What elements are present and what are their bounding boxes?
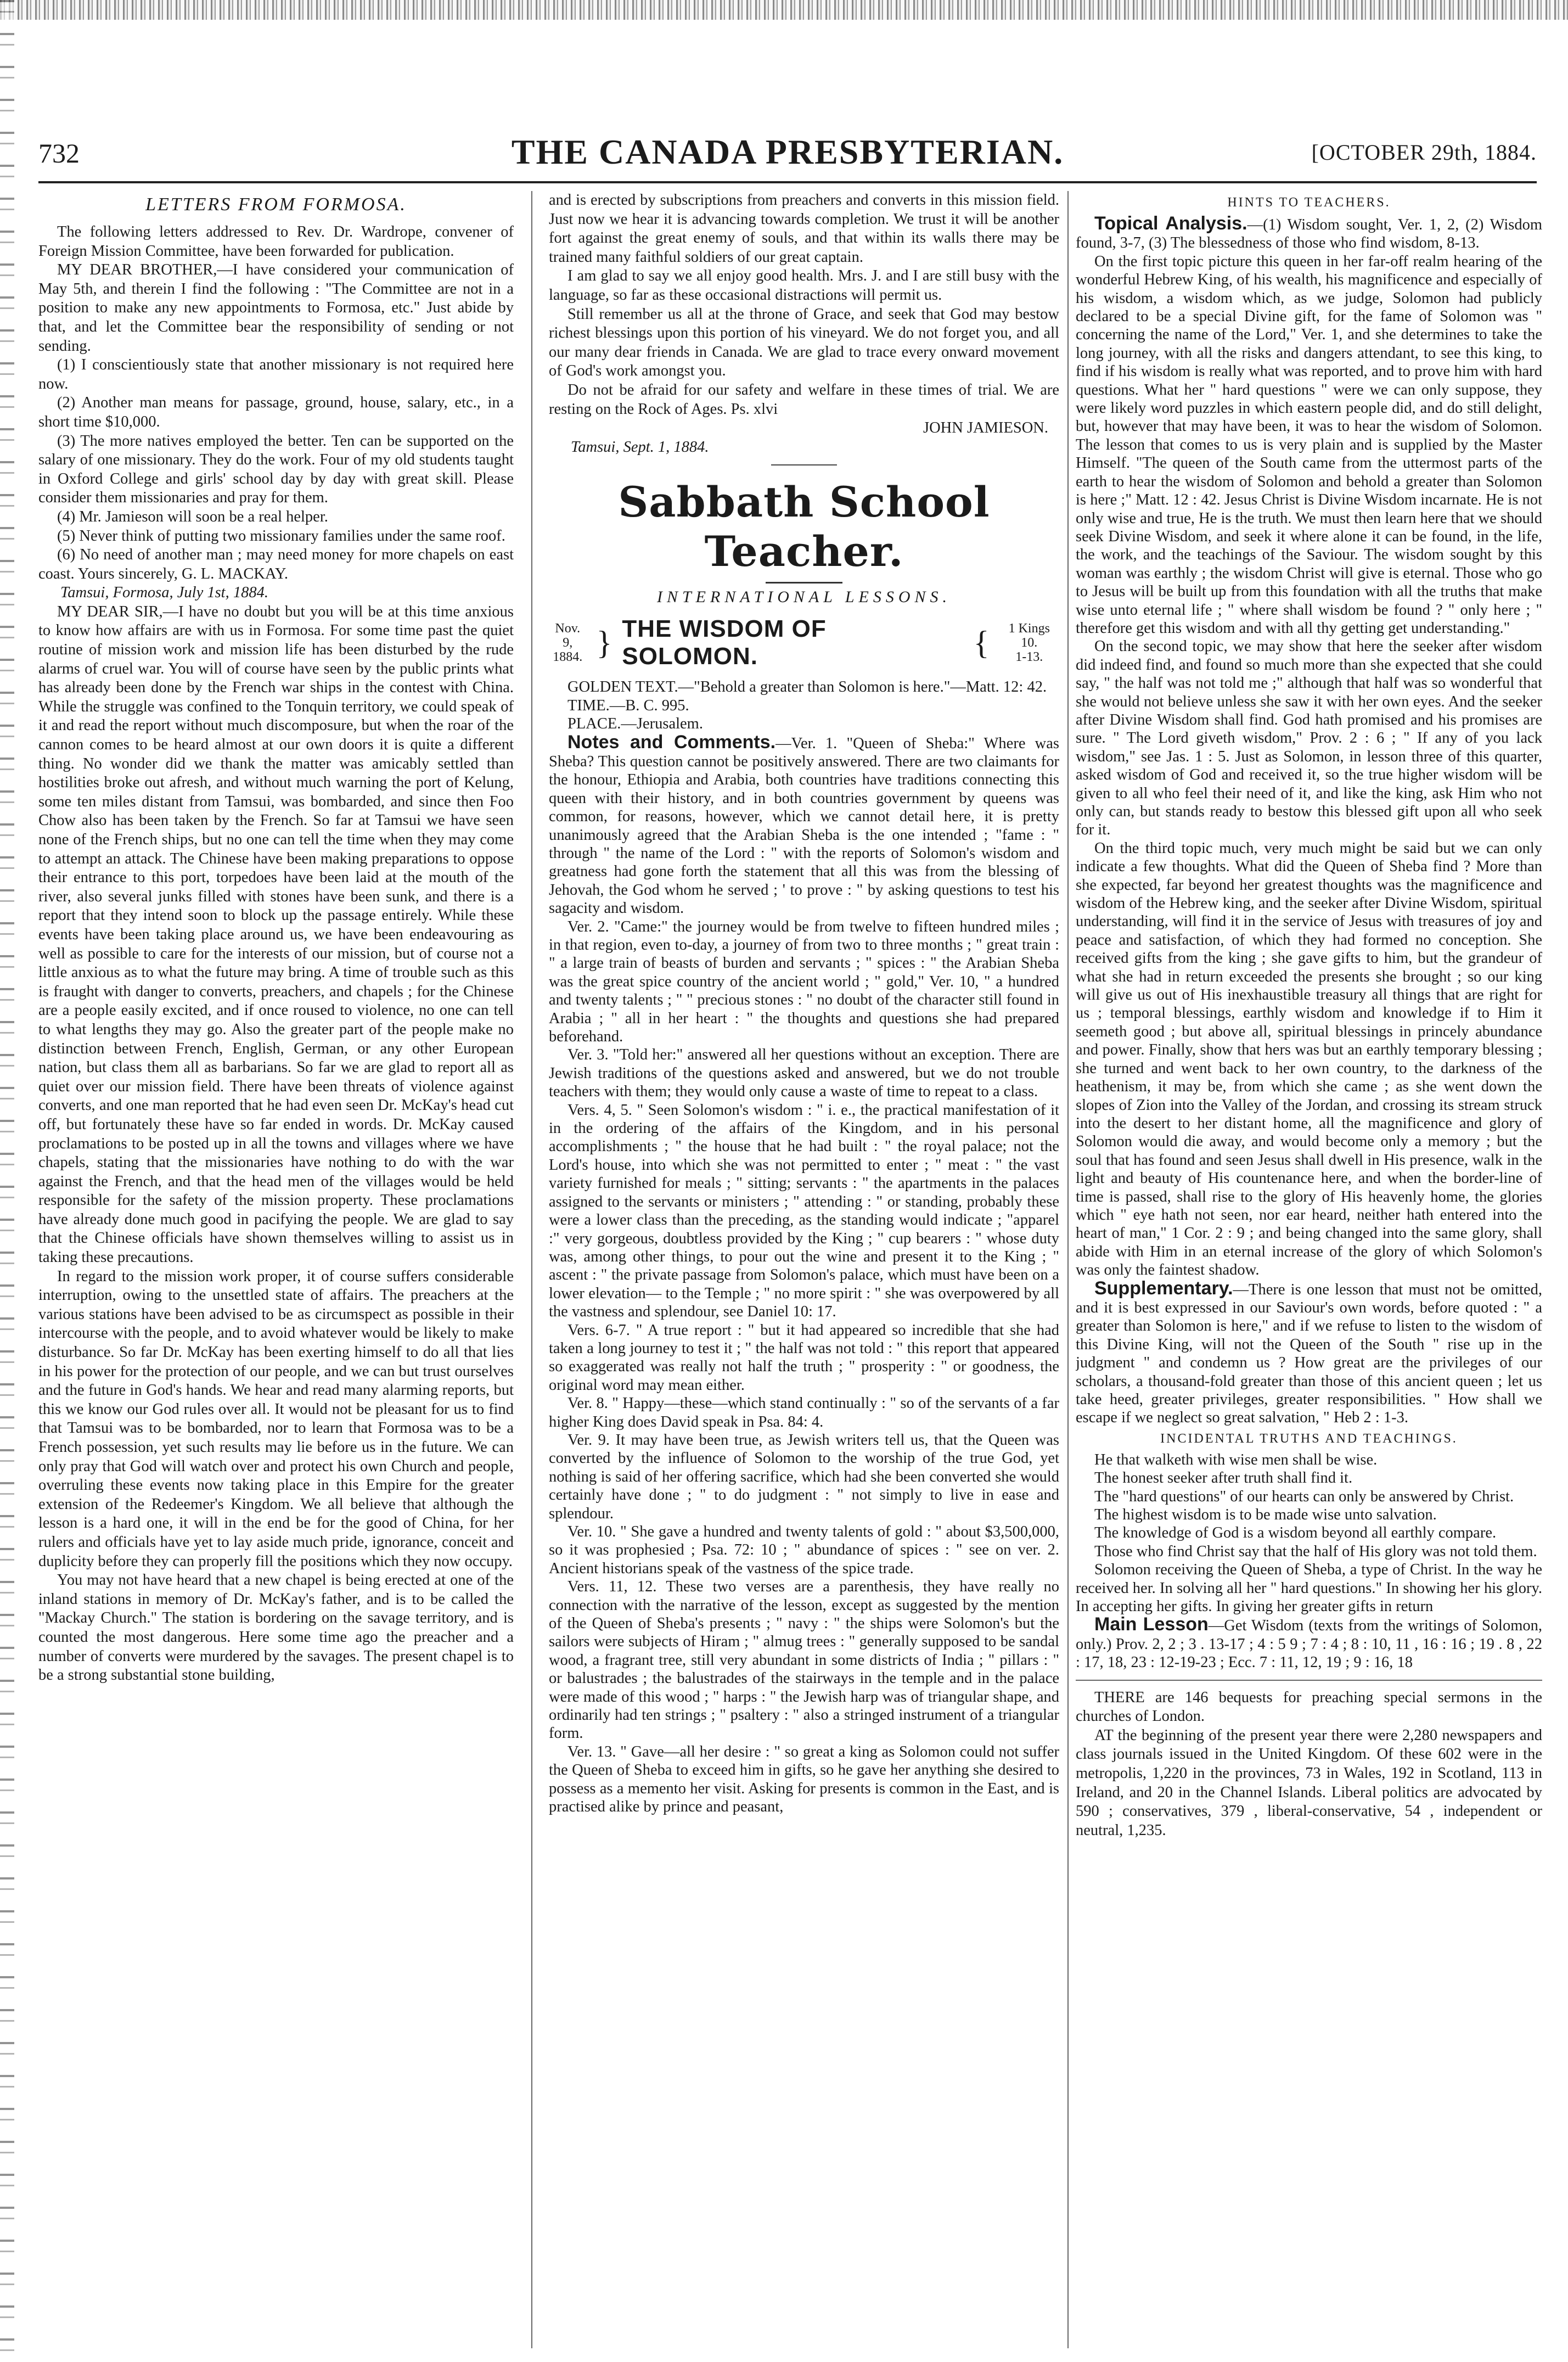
notes-paragraph: Vers. 11, 12. These two verses are a parenthesis, they have really no connection with the narrative of the lesson, except as suggested by the mention of the Queen of Sheba's presents ; " navy : " the ships were Solomon's but the sailors were subjects of Hiram ; " almug trees : " generally supposed to be sandal wood, a fragrant tree, still very abundant in some districts of India ; " pillars : " or balustrades ; the balustrades of the stairways in the temple and in the palace were made of this wood ; " harps : " the Jewish harp was of triangular shape, and ordinarily had ten strings ; " psaltery : " also a stringed instrument of a triangular form. (549, 1578, 1059, 1742)
truth-item: The honest seeker after truth shall find it. (1094, 1469, 1353, 1487)
topic-paragraph: On the second topic, we may show that here the seeker after wisdom did indeed find, and found so much more than she expected that she could say, " the half was not told me ;" although that half was so wonderful that she would not believe unless she saw it with her own eyes. And the seeker after Divine Wisdom shall find. God hath promised and his promises are sure. " The Lord giveth wisdom," Prov. 2 : 6 ; " If any of you lack wisdom," see Jas. 1 : 5. Just as Solomon, in lesson three of this quarter, asked wisdom of God and received it, so the true higher wisdom will be given to all who feel their need of it, and like the king, ask Him who not only can, but stands ready to bestow this blessed gift upon all who seek for it. (1076, 638, 1542, 839)
numbered-point: (2) Another man means for passage, ground, house, salary, etc., in a short time $10,000. (38, 394, 514, 430)
lesson-heading (549, 615, 1059, 670)
banner-subtitle: INTERNATIONAL LESSONS. (656, 588, 952, 607)
column-2 (549, 191, 1059, 2348)
numbered-point: (5) Never think of putting two missionary families under the same roof. (57, 527, 505, 545)
letter-signoff: Tamsui, Formosa, July 1st, 1884. (60, 584, 268, 602)
letter-paragraph: I am glad to say we all enjoy good health. Mrs. J. and I are still busy with the language, so far as these occasional distractions will permit us. (549, 267, 1059, 304)
banner-rule (766, 582, 842, 584)
lesson-date (549, 621, 587, 664)
supplementary-paragraph (1076, 1277, 1542, 1427)
page-header (38, 132, 1537, 181)
lesson-place: PLACE.—Jerusalem. (567, 715, 703, 733)
section-divider (771, 464, 837, 465)
truth-item: The highest wisdom is to be made wise unto salvation. (1094, 1506, 1437, 1524)
notes-paragraph: Ver. 9. It may have been true, as Jewish writers tell us, that the Queen was converted by the influence of Solomon to the worship of the true God, yet nothing is said of her offering sacrifice, which had she been converted she would certainly have done ; " to do judgment : " not simply to live in ease and splendour. (549, 1431, 1059, 1522)
letter-paragraph: and is erected by subscriptions from preachers and converts in this mission field. Just now we hear it is advancing towards completion. We trust it will be another fort against the great enemy of souls, and that within its walls there may be trained many faithful soldiers of our great captain. (549, 192, 1059, 266)
column-1 (38, 191, 514, 2348)
letter-signature: JOHN JAMIESON. (923, 419, 1048, 437)
supplementary-heading: Supplementary. (1094, 1277, 1233, 1299)
publication-title: THE CANADA PRESBYTERIAN. (511, 132, 1064, 171)
numbered-point: (3) The more natives employed the better. Ten can be supported on the salary of one missionary. They do the work. Four of my old students taught in Oxford College and girls' school day by day with great skill. Please consider them missionaries and pray for them. (38, 432, 514, 507)
truth-item: He that walketh with wise men shall be wise. (1094, 1451, 1378, 1468)
truth-item: The knowledge of God is a wisdom beyond all earthly compare. (1094, 1524, 1497, 1542)
numbered-point: (4) Mr. Jamieson will soon be a real helper. (57, 508, 328, 525)
news-item: THERE are 146 bequests for preaching special sermons in the churches of London. (1076, 1688, 1542, 1725)
truth-item: The "hard questions" of our hearts can only be answered by Christ. (1094, 1488, 1514, 1505)
section-banner: Sabbath School Teacher. (618, 478, 990, 576)
issue-date: [OCTOBER 29th, 1884. (1311, 140, 1537, 165)
lesson-title: THE WISDOM OF SOLOMON. (622, 615, 827, 670)
topic-paragraph: On the third topic much, very much might be said but we can only indicate a few thoughts. What did the Queen of Sheba find ? More than she expected, far beyond her greatest thoughts was the magnificence and wisdom of the Hebrew king, and the seeker after Divine Wisdom, spiritual understanding, will find it in the service of Jesus with treasures of joy and peace and satisfaction, of which they had formed no conception. She received gifts from the king ; she gave gifts to him, but the grandeur of what she had in return exceeded the presents she brought ; so our king will give us out of His inexhaustible treasury all things that are right for us ; temporal blessings, earthly wisdom and knowledge if to Him it seemeth good ; but above all, spiritual blessings in princely abundance and power. Finally, show that hers was but an earthly temporary blessing ; she turned and went back to her own country, to the darkness of the heathenism, it may be, from which she came ; as she went down the slopes of Zion into the Valley of the Jordan, and crossing its stream struck into the desert to her distant home, all the magnificence and glory of Solomon would die away, and would become only a memory ; but the soul that has found and seen Jesus shall dwell in His presence, walk in the light and beauty of His countenance here, and when the border-line of time is passed, shall rise to the glory of His heavenly home, the glories which " eye hath not seen, nor ear heard, neither hath entered into the heart of man," 1 Cor. 2 : 9 ; and being changed into the same glory, shall abide with Him in an eternal increase of the glory of which Solomon's was only the faintest shadow. (1076, 839, 1542, 1279)
topical-paragraph (1076, 215, 1542, 253)
lesson-time: TIME.—B. C. 995. (567, 697, 689, 714)
notes-paragraph: Ver. 10. " She gave a hundred and twenty talents of gold : " about $3,500,000, so it was prophesied ; Psa. 72: 10 ; " abundance of spices : " see on ver. 2. Ancient historians speak of the vastness of the spice trade. (549, 1523, 1059, 1577)
numbered-point: (1) I conscientiously state that another missionary is not required here now. (38, 356, 514, 392)
notes-paragraph: Ver. 2. "Came:" the journey would be from twelve to fifteen hundred miles ; in that region, even to-day, a journey of from two to three months ; " great train : " a large train of beasts of burden and servants ; " spices : " the Arabian Sheba was the great spice country of the ancient world ; " gold," Ver. 10, " a hundred and twenty talents ; " " precious stones : " no doubt of the character still found in Arabia ; " all in her heart : " the thoughts and questions she had prepared beforehand. (549, 918, 1059, 1046)
golden-text: GOLDEN TEXT.—"Behold a greater than Solomon is here."—Matt. 12: 42. (567, 678, 1047, 696)
supplementary-text: —There is one lesson that must not be omitted, and it is best expressed in our Saviour's own words, before quoted : " a greater than Solomon is here," and if we refuse to listen to the wisdom of this Divine King, will not the Queen of the South " rise up in the judgment " and condemn us ? How great are the privileges of our scholars, a thousand-fold greater than those of this ancient queen ; let us take heed, greater privileges, greater responsibilities. " How shall we escape if we neglect so great salvation, " Heb 2 : 1-3. (1076, 1281, 1542, 1427)
lesson-reference (999, 621, 1059, 664)
notes-paragraph: Ver. 13. " Gave—all her desire : " so great a king as Solomon could not suffer the Queen of Sheba to exceed him in gifts, so he gave her anything she desired to possess as a memento her visit. Asking for presents is common in the East, and is practised alike by prince and peasant, (549, 1743, 1059, 1816)
incidental-heading: INCIDENTAL TRUTHS AND TEACHINGS. (1160, 1431, 1458, 1446)
main-lesson-paragraph (1076, 1615, 1542, 1671)
section-title: LETTERS FROM FORMOSA. (145, 194, 407, 215)
notes-paragraph: Ver. 3. "Told her:" answered all her questions without an exception. There are Jewish traditions of the questions asked and answered, but we do not trouble teachers with them; they would only cause a waste of time to repeat to a class. (549, 1046, 1059, 1101)
main-lesson-text: —Get Wisdom (texts from the writings of Solomon, only.) Prov. 2, 2 ; 3 . 13-17 ; 4 : 5 9 ; 7 : 4 ; 8 : 10, 11 , 16 : 16 ; 19 . 8 , 22 : 17, 18, 23 : 12-19-23 ; Ecc. 7 : 11, 12, 19 ; 9 : 16, 18 (1076, 1617, 1542, 1671)
intro-paragraph: The following letters addressed to Rev. Dr. Wardrope, convener of Foreign Mission Committee, have been forwarded for publication. (38, 223, 514, 260)
letter-paragraph: Do not be afraid for our safety and welfare in these times of trial. We are resting on the Rock of Ages. Ps. xlvi (549, 381, 1059, 418)
letter-paragraph: You may not have heard that a new chapel is being erected at one of the inland stations in memory of Dr. McKay's father, and is to be called the "Mackay Church." The station is bordering on the savage territory, and is counted the most dangerous. Here some time ago the preacher and a number of converts were murdered by the savages. The present chapel is to be a strong substantial stone building, (38, 1572, 514, 1684)
letter-paragraph: In regard to the mission work proper, it of course suffers considerable interruption, owing to the unsettled state of affairs. The preachers at the various stations have been advised to be as circumspect as possible in their intercourse with the people, and to avoid whatever would be likely to make disturbance. So far Dr. McKay has been exerting himself to do all that lies in his power for the protection of our people, and we can but trust ourselves and the future in God's hands. We hear and read many alarming reports, but this we know our God rules over all. It would not be pleasant for us to find that Tamsui was to be bombarded, nor to learn that Formosa was to be a French possession, yet such results may lie before us in the future. We can only pray that God will watch over and protect his own Church and people, overruling these events now taking place in this Empire for the greater extension of the Redeemer's Kingdom. We all believe that although the lesson is a hard one, it will in the end be for the good of China, for her rulers and officials have yet to lay aside much pride, ignorance, conceit and duplicity before they can properly fill the positions which they now occupy. (38, 1267, 514, 1570)
main-lesson-heading: Main Lesson (1094, 1614, 1209, 1635)
notes-paragraph: Vers. 4, 5. " Seen Solomon's wisdom : " i. e., the practical manifestation of it in the ordering of the affairs of the Kingdom, and in his personal accomplishments ; " the house that he had built : " the royal palace; not the Lord's house, into which she was not permitted to enter ; " meat : " the vast variety furnished for meals ; " sitting; servants : " the apartments in the palaces assigned to the servants or ministers ; " attending : " or standing, probably these were a lower class than the preceding, as the standing would indicate ; "apparel :" very gorgeous, doubtless provided by the King ; " cup bearers : " whose duty was, among other things, to pour out the wine and present it to the King ; " ascent : " the private passage from Solomon's palace, which must have been on a lower elevation— to the Temple ; " no more spirit : " she was overpowered by all the vastness and splendour, see Daniel 10: 17. (549, 1101, 1059, 1321)
notes-paragraph: Vers. 6-7. " A true report : " but it had appeared so incredible that she had taken a long journey to test it ; " the half was not told : " this report that appeared so exaggerated was really not half the truth ; " prosperity : " or goodness, the original word may mean either. (549, 1321, 1059, 1394)
letter-paragraph: Still remember us all at the throne of Grace, and seek that God may bestow richest blessings upon this portion of his vineyard. We do not forget you, and all our many dear friends in Canada. We are glad to trace every onward movement of God's work amongst you. (549, 305, 1059, 380)
letter-signoff: Tamsui, Sept. 1, 1884. (571, 438, 709, 456)
brace-glyph: { (973, 625, 990, 661)
notes-text: —Ver. 1. "Queen of Sheba:" Where was Sheba? This question cannot be positively answered. There are two claimants for the honour, Ethiopia and Arabia, both countries have traditions connecting this queen with their history, and in both countries government by queens was common, for reasons, however, which we cannot detail here, it is pretty unanimously agreed that the Arabian Sheba is the one intended ; "fame : " through " the name of the Lord : " with the reports of Solomon's wisdom and greatness had gone forth the statement that all this was from the blessing of Jehovah, the God whom he served ; ' to prove : " by asking questions to test his sagacity and wisdom. (549, 734, 1059, 917)
topical-heading: Topical Analysis. (1094, 213, 1247, 234)
lesson-reference-line: 1-13. (1015, 650, 1043, 665)
brace-glyph: } (596, 625, 612, 661)
header-rule (38, 181, 1537, 183)
hints-heading: HINTS TO TEACHERS. (1227, 195, 1391, 210)
lesson-date-line: 1884. (553, 650, 583, 665)
scanned-left-edge (0, 0, 14, 2362)
scanned-top-edge (0, 0, 1568, 20)
news-item: AT the beginning of the present year there were 2,280 newspapers and class journals issued in the United Kingdom. Of these 602 were in the metropolis, 1,220 in the provinces, 73 in Wales, 192 in Scotland, 113 in Ireland, and 20 in the Channel Islands. Liberal politics are advocated by 590 ; conservatives, 379 , liberal-conservative, 54 , independent or neutral, 1,235. (1076, 1726, 1542, 1839)
lesson-notes (549, 678, 1059, 1816)
topical-text: —(1) Wisdom sought, Ver. 1, 2, (2) Wisdom found, 3-7, (3) The blessedness of those who find wisdom, 8-13. (1076, 216, 1542, 252)
lesson-reference-line: 1 Kings 10. (1008, 621, 1050, 650)
section-divider (1076, 1680, 1542, 1681)
numbered-point: (6) No need of another man ; may need money for more chapels on east coast. Yours sincerely, G. L. MACKAY. (38, 546, 514, 582)
truth-item: Those who find Christ say that the half of His glory was not told them. (1094, 1542, 1537, 1560)
notes-paragraph (549, 733, 1059, 918)
column-divider (1067, 191, 1069, 2348)
notes-heading: Notes and Comments. (567, 731, 776, 753)
lesson-date-line: Nov. 9, (555, 621, 581, 650)
topic-paragraph: On the first topic picture this queen in her far-off realm hearing of the wonderful Hebrew King, of his wealth, his magnificence and especially of his wisdom, a wisdom which, as we judge, Solomon had publicly declared to be a special Divine gift, for the fame of Solomon was " concerning the name of the Lord," Ver. 1, and she determines to take the long journey, with all the risks and dangers attendant, to see this king, to find if his wisdom is really what was reported, and to prove him with hard questions. What her " hard questions " were we can only suppose, they were likely word puzzles in which eastern people did, and do still delight, but, however that may have been, it was to hear the wisdom of Solomon. The lesson that comes to us is very plain and is supplied by the Master Himself. "The queen of the South came from the uttermost parts of the earth to hear the wisdom of Solomon and behold a greater than Solomon is here ;" Matt. 12 : 42. Jesus Christ is Divine Wisdom incarnate. He is not only wise and true, He is the truth. We must then learn here that we should seek Divine Wisdom, and seek it where alone it can be found, in the life, the work, and the teachings of the Saviour. The wisdom sought by this woman was earthly ; the wisdom Christ will give is eternal. Those who go to Jesus will be built up from this foundation with all the truths that make wise unto eternal life ; " where shall wisdom be found ? " only here ; " therefore get this wisdom and with all thy getting get understanding." (1076, 253, 1542, 637)
notes-paragraph: Ver. 8. " Happy—these—which stand continually : " so of the servants of a far higher King does David speak in Psa. 84: 4. (549, 1395, 1059, 1430)
column-divider (531, 191, 532, 2348)
page-number: 732 (38, 138, 80, 169)
letter-paragraph: MY DEAR BROTHER,—I have considered your communication of May 5th, and therein I find the following : "The Committee are not in a position to make any new appointments to Formosa, etc." Just abide by that, and let the Committee bear the responsibility of sending or not sending. (38, 261, 514, 355)
column-3 (1076, 191, 1542, 2348)
truth-item: Solomon receiving the Queen of Sheba, a type of Christ. In the way he received her. In solving all her " hard questions." In showing her his glory. In accepting her gifts. In giving her greater gifts in return (1076, 1561, 1542, 1615)
letter-paragraph: MY DEAR SIR,—I have no doubt but you will be at this time anxious to know how affairs are with us in Formosa. For some time past the quiet routine of mission work and mission life has been disturbed by the rude alarms of cruel war. You will of course have seen by the public prints what has already been done by the French war ships in the contest with China. While the struggle was confined to the Tonquin territory, we could speak of it and read the report without much discomposure, but when the roar of the cannon comes to be heard almost at our own doors it is quite a different thing. No wonder did we thank the matter was amicably settled than hostilities broke out afresh, and without much warning the port of Kelung, some ten miles distant from Tamsui, was bombarded, and since then Foo Chow also has been taken by the French. So far at Tamsui we have seen none of the French ships, but no one can tell the time when they may come to attempt an attack. The Chinese have been making preparations to oppose their entrance to this port, torpedoes have been laid at the mouth of the river, also several junks filled with stones have been sunk, and there is a report that they intend soon to block up the passage entirely. While these events have been taking place around us, we have been endeavouring as well as possible to care for the interests of our mission, but of course not a little anxious as to what the future may bring. A time of trouble such as this is fraught with danger to converts, preachers, and chapels ; for the Chinese are a people easily excited, and if once roused to violence, no one can tell to what lengths they may go. Also the greater part of the people make no distinction between French, English, German, or any other European nation, but class them all as barbarians. So far we are glad to report all as quiet over our mission field. There have been threats of violence against converts, and one man reported that he had even seen Dr. McKay's head cut off, but fortunately these have so far ended in words. Dr. McKay caused proclamations to be posted up in all the towns and villages where we have chapels, stating that the missionaries have nothing to do with the war against the French, and that the head men of the villages would be held responsible for the safety of the mission property. These proclamations have already done much good in pacifying the people. We are glad to say that the Chinese officials have shown themselves willing to assist us in taking these precautions. (38, 603, 514, 1266)
